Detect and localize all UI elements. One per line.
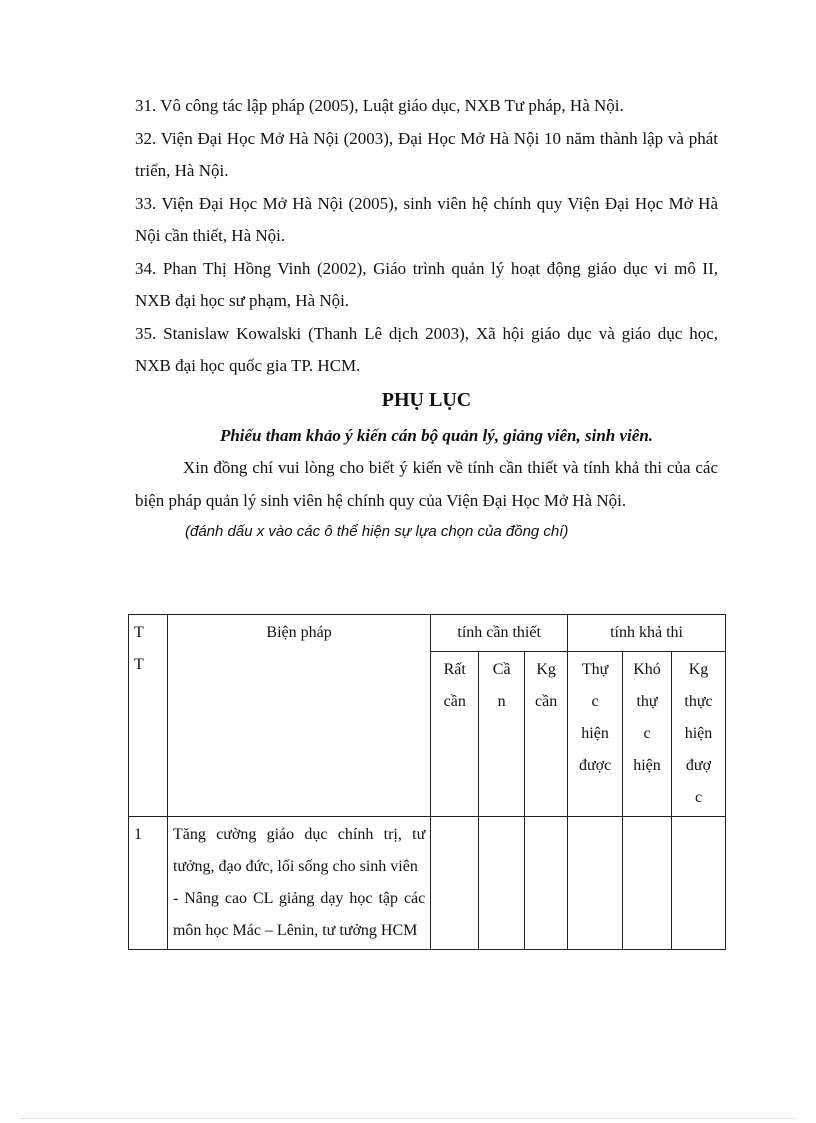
- reference-32: 32. Viện Đại Học Mở Hà Nội (2003), Đại Học Mở Hà Nội 10 năm thành lập và phát triển, Hà Nội.: [135, 128, 718, 180]
- appendix-title: PHỤ LỤC: [381, 388, 472, 411]
- appendix-intro: Xin đồng chí vui lòng cho biết ý kiến về tính cần thiết và tính khả thi của các biện pháp quản lý sinh viên hệ chính quy của Viện Đại Học Mở Hà Nội.: [135, 457, 718, 510]
- header-feasibility: tính khả thi: [568, 615, 726, 652]
- checkbox-cell-hard-to-do[interactable]: [623, 817, 672, 950]
- header-hard-to-do: Khó thự c hiện: [623, 652, 672, 817]
- checkbox-cell-very-necessary[interactable]: [431, 817, 479, 950]
- header-measure: Biện pháp: [167, 615, 430, 817]
- checkbox-cell-feasible[interactable]: [568, 817, 623, 950]
- reference-33: 33. Viện Đại Học Mở Hà Nội (2005), sinh viên hệ chính quy Viện Đại Học Mở Hà Nội cần thiết, Hà Nội.: [135, 193, 718, 245]
- header-tt: T T: [129, 615, 168, 817]
- row-tt: 1: [129, 817, 168, 950]
- header-feasible: Thự c hiện được: [568, 652, 623, 817]
- reference-31: 31. Vô công tác lập pháp (2005), Luật giáo dục, NXB Tư pháp, Hà Nội.: [135, 96, 624, 115]
- checkbox-cell-not-necessary[interactable]: [525, 817, 568, 950]
- table-header-row: [129, 615, 726, 652]
- header-very-necessary: Rất cần: [431, 652, 479, 817]
- header-necessary: Cầ n: [479, 652, 525, 817]
- reference-34: 34. Phan Thị Hồng Vinh (2002), Giáo trình quản lý hoạt động giáo dục vi mô II, NXB đại học sư phạm, Hà Nội.: [135, 258, 718, 310]
- header-not-feasible: Kg thực hiện đượ c: [671, 652, 725, 817]
- checkbox-cell-not-feasible[interactable]: [671, 817, 725, 950]
- table-row: [129, 817, 726, 950]
- survey-table: [128, 614, 726, 950]
- header-necessity: tính cần thiết: [431, 615, 568, 652]
- appendix-subtitle: Phiếu tham khảo ý kiến cán bộ quản lý, giảng viên, sinh viên.: [219, 425, 654, 445]
- header-not-necessary: Kg cần: [525, 652, 568, 817]
- row-measure: Tăng cường giáo dục chính trị, tư tưởng, đạo đức, lối sống cho sinh viên - Nâng cao CL giảng dạy học tập các môn học Mác – Lênin, tư tưởng HCM: [167, 817, 430, 950]
- reference-35: 35. Stanislaw Kowalski (Thanh Lê dịch 2003), Xã hội giáo dục và giáo dục học, NXB đại học quốc gia TP. HCM.: [135, 323, 718, 375]
- document-page: [135, 90, 718, 547]
- checkbox-cell-necessary[interactable]: [479, 817, 525, 950]
- appendix-note: (đánh dấu x vào các ô thể hiện sự lựa chọn của đồng chí): [185, 522, 569, 540]
- page-bottom-divider: [20, 1118, 796, 1119]
